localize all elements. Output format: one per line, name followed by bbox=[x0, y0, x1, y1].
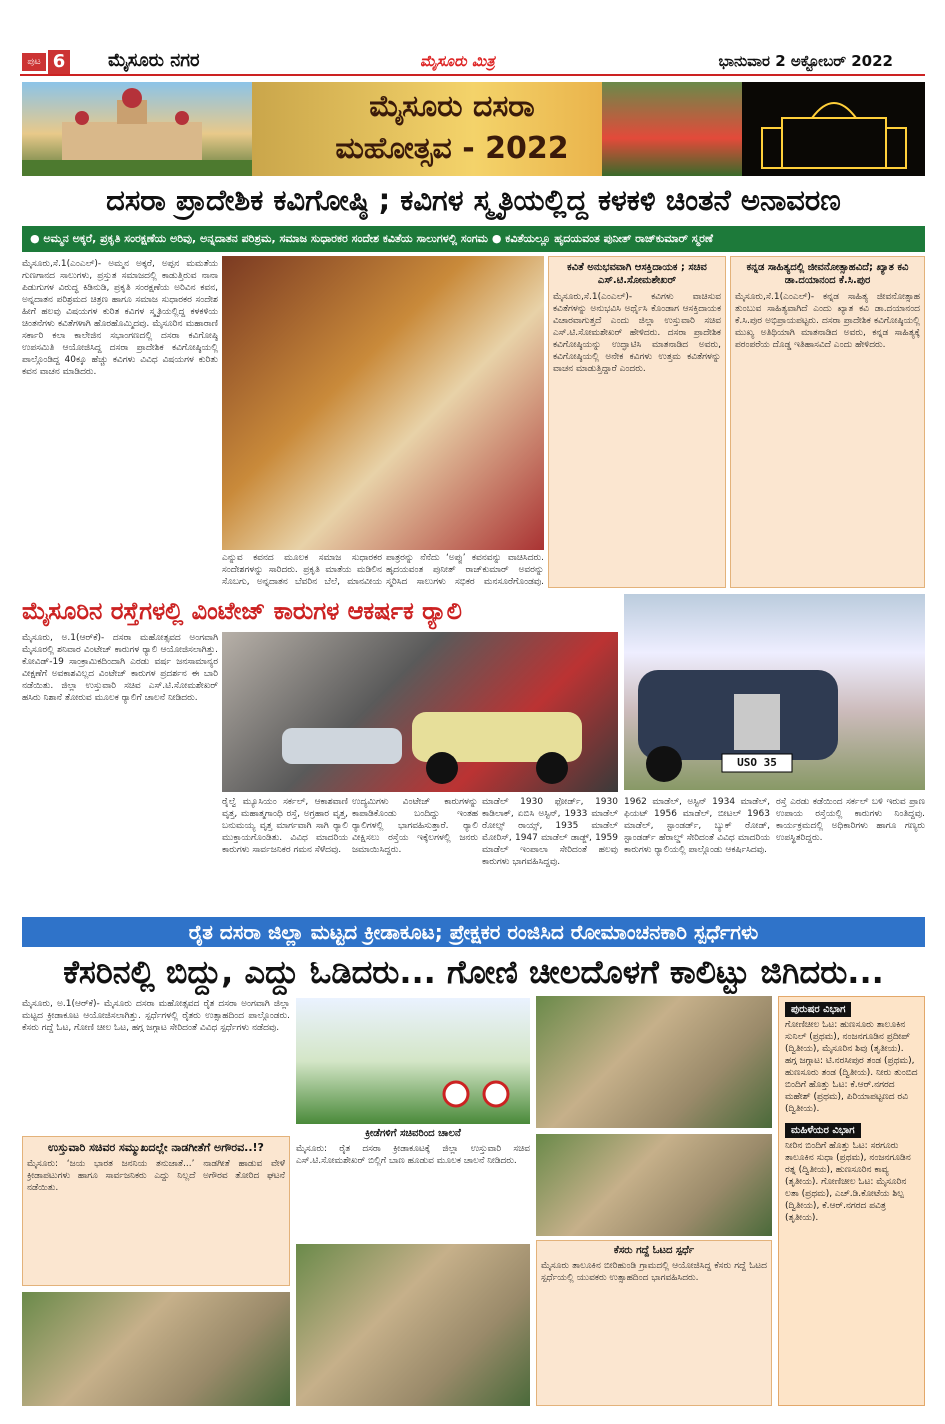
newspaper-name: ಮೈಸೂರು ಮಿತ್ರ bbox=[420, 52, 495, 70]
sack-race-photo-2 bbox=[296, 1244, 530, 1406]
men-section-heading: ಪುರುಷರ ವಿಭಾಗ bbox=[785, 1002, 851, 1017]
anthem-box-text: ಮೈಸೂರು: ‘ಜಯ ಭಾರತ ಜನನಿಯ ತನುಜಾತೆ...’ ನಾಡಗೀತೆ ಹಾಡುವ ವೇಳೆ ಕ್ರೀಡಾಪಟುಗಳು ಹಾಗೂ ಸಾರ್ವಜನಿಕರು ಎದ್ದು ನಿಲ್ಲದೆ ಅಗೌರವ ತೋರಿದ ಘಟನೆ ನಡೆಯಿತು. bbox=[27, 1159, 285, 1193]
page-number: 6 bbox=[46, 50, 70, 74]
poet-quote-box bbox=[730, 256, 925, 588]
story3-headline: ಕೆಸರಿನಲ್ಲಿ ಬಿದ್ದು, ಎದ್ದು ಓಡಿದರು... ಗೋಣಿ ಚೀಲದೊಳಗೆ ಕಾಲಿಟ್ಟು ಜಿಗಿದರು... bbox=[63, 953, 884, 991]
mud-race-box bbox=[536, 1240, 772, 1406]
mud-race-photo-1 bbox=[536, 996, 772, 1128]
story2-headline: ಮೈಸೂರಿನ ರಸ್ತೆಗಳಲ್ಲಿ ವಿಂಟೇಜ್ ಕಾರುಗಳ ಆಕರ್ಷಕ ರ್‍ಯಾಲಿ bbox=[22, 597, 462, 625]
page-number-badge bbox=[22, 50, 94, 74]
results-sidebar bbox=[778, 996, 925, 1406]
vintage-car-photo-2 bbox=[624, 594, 925, 790]
mud-race-text: ಮೈಸೂರು ತಾಲೂಕಿನ ಬೀರಿಹುಂಡಿ ಗ್ರಾಮದಲ್ಲಿ ಆಯೋಜಿಸಿದ್ದ ಕೆಸರು ಗದ್ದೆ ಓಟದ ಸ್ಪರ್ಧೆಯಲ್ಲಿ ಯುವಕರು ಉತ್ಸಾಹದಿಂದ ಭಾಗವಹಿಸಿದರು. bbox=[541, 1261, 767, 1283]
illuminated-palace-image bbox=[742, 82, 925, 176]
story2-column-2: ರೈಲ್ವೆ ಮ್ಯೂಸಿಯಂ ಸರ್ಕಲ್, ಆಕಾಶವಾಣಿ ವೃತ್ತ, ಮಹಾತ್ಮಗಾಂಧಿ ರಸ್ತೆ, ಅಗ್ರಹಾರ ವೃತ್ತ, ಬನುಮಯ್ಯ ವೃತ್ತ ಮಾರ್ಗವಾಗಿ ಸಾಗಿ ರ್‍ಯಾಲಿ ಮುಕ್ತಾಯಗೊಂಡಿತು. ವಿವಿಧ ಮಾದರಿಯ ಕಾರುಗಳು ಸಾರ್ವಜನಿಕರ ಗಮನ ಸೆಳೆದವು. bbox=[222, 797, 348, 855]
minister-quote-box bbox=[548, 256, 726, 588]
poet-quote-title: ಕನ್ನಡ ಸಾಹಿತ್ಯದಲ್ಲಿ ಜೀವನೋತ್ಸಾಹವಿದೆ; ಖ್ಯಾತ ಕವಿ ಡಾ.ದಯಾನಂದ ಕೆ.ಸಿ.ಪುರ bbox=[746, 262, 909, 286]
minister-caption-text: ಮೈಸೂರು: ರೈತ ದಸರಾ ಕ್ರೀಡಾಕೂಟಕ್ಕೆ ಜಿಲ್ಲಾ ಉಸ್ತುವಾರಿ ಸಚಿವ ಎಸ್.ಟಿ.ಸೋಮಶೇಖರ್ ಬಿಲ್ಲಿಗೆ ಬಾಣ ಹೂಡುವ ಮೂಲಕ ಚಾಲನೆ ನೀಡಿದರು. bbox=[296, 1144, 530, 1166]
story2-column-3: ಉದ್ಯಮಿಗಳು ವಿಂಟೇಜ್ ಕಾರುಗಳನ್ನು ಕಾಪಾಡಿಕೊಂಡು ಬಂದಿದ್ದು ಇಂತಹ ರ್‍ಯಾಲಿಗಳಲ್ಲಿ ಭಾಗವಹಿಸುತ್ತಾರೆ. ರ್‍ಯಾಲಿ ವೀಕ್ಷಿಸಲು ರಸ್ತೆಯ ಇಕ್ಕೆಲಗಳಲ್ಲಿ ಜನರು ಜಮಾಯಿಸಿದ್ದರು. bbox=[352, 797, 478, 855]
archery-photo bbox=[296, 998, 530, 1124]
story1-headline: ದಸರಾ ಪ್ರಾದೇಶಿಕ ಕವಿಗೋಷ್ಠಿ ; ಕವಿಗಳ ಸ್ಮೃತಿಯಲ್ಲಿದ್ದ ಕಳಕಳಿ ಚಿಂತನೆ ಅನಾವರಣ bbox=[106, 183, 841, 217]
story3-column-1: ಮೈಸೂರು, ಅ.1(ಆರ್‌ಕೆ)- ಮೈಸೂರು ದಸರಾ ಮಹೋತ್ಸವದ ರೈತ ದಸರಾ ಅಂಗವಾಗಿ ಜಿಲ್ಲಾ ಮಟ್ಟದ ಕ್ರೀಡಾಕೂಟ ಆಯೋಜಿಸಲಾಗಿತ್ತು. ಸ್ಪರ್ಧೆಗಳಲ್ಲಿ ರೈತರು ಉತ್ಸಾಹದಿಂದ ಪಾಲ್ಗೊಂಡರು. ಕೆಸರು ಗದ್ದೆ ಓಟ, ಗೋಣಿ ಚೀಲ ಓಟ, ಹಗ್ಗ ಜಗ್ಗಾಟ ಸೇರಿದಂತೆ ವಿವಿಧ ಸ್ಪರ್ಧೆಗಳು ನಡೆದವು. bbox=[22, 999, 290, 1033]
minister-caption-title: ಕ್ರೀಡೆಗಳಿಗೆ ಸಚಿವರಿಂದ ಚಾಲನೆ bbox=[365, 1128, 461, 1139]
banner-line-2: ಮಹೋತ್ಸವ - 2022 bbox=[335, 131, 569, 166]
minister-caption bbox=[296, 1128, 530, 1238]
story1-column-1: ಮೈಸೂರು,ಸೆ.1(ಎಂಎಲ್)- ಅಮ್ಮನ ಅಕ್ಕರೆ, ಅಪ್ಪನ ಮಮತೆಯ ಗುಣಗಾನದ ಸಾಲುಗಳು, ಪ್ರಸ್ತುತ ಸಮಾಜದಲ್ಲಿ ಕಾಡುತ್ತಿರುವ ನಾನಾ ಪಿಡುಗುಗಳ ವಿರುದ್ಧ ಕಿಡಿನುಡಿ, ಪ್ರಕೃತಿ ಸಂರಕ್ಷಣೆಯ ಅರಿವಿನ ಕವನ, ಅನ್ನದಾತನ ಪರಿಶ್ರಮದ ಚಿತ್ರಣ ಹಾಗೂ ಸಮಾಜ ಸುಧಾರಕರ ಸಂದೇಶ ಹೀಗೆ ಹಲವು ವಿಷಯಗಳ ಕುರಿತ ಕವಿಗಳ ಸ್ಮೃತಿಯಲ್ಲಿದ್ದ ಕಳಕಳಿಯ ಚಿಂತನೆಗಳು ಕವಿತೆಗಳಾಗಿ ಹೊರಹೊಮ್ಮಿದವು. ಮೈಸೂರಿನ ಮಹಾರಾಣಿ ಸರ್ಕಾರಿ ಕಲಾ ಕಾಲೇಜಿನ ಸಭಾಂಗಣದಲ್ಲಿ ದಸರಾ ಕವಿಗೋಷ್ಠಿ ಉಪಸಮಿತಿ ಆಯೋಜಿಸಿದ್ದ ದಸರಾ ಪ್ರಾದೇಶಿಕ ಕವಿಗೋಷ್ಠಿಯಲ್ಲಿ ಪಾಲ್ಗೊಂಡಿದ್ದ 40ಕ್ಕೂ ಹೆಚ್ಚು ಕವಿಗಳು ವಿವಿಧ ವಿಷಯಗಳ ಕುರಿತು ಕವನ ವಾಚನ ಮಾಡಿದರು. bbox=[22, 259, 218, 377]
story2-column-4: ಮಾಡೆಲ್ 1930 ಫೋರ್ಡ್, 1930 ಕಾಡಿಲಾಕ್, ಏಬಿಸಿ ಅಸ್ಟಿನ್, 1933 ಮಾಡೆಲ್ ರೋಲ್ಸ್ ರಾಯ್ಸ್, 1935 ಮಾಡೆಲ್ ಮೋರಿಸ್, 1947 ಮಾಡೆಲ್ ಡಾಡ್ಜ್, 1959 ಮಾಡೆಲ್ ಇಂಪಾಲಾ ಸೇರಿದಂತೆ ಹಲವು ಕಾರುಗಳು ಭಾಗವಹಿಸಿದ್ದವು. bbox=[482, 797, 618, 867]
lights-icon bbox=[742, 82, 925, 176]
dasara-banner bbox=[22, 82, 925, 176]
story2-column-1: ಮೈಸೂರು, ಅ.1(ಆರ್‌ಕೆ)- ದಸರಾ ಮಹೋತ್ಸವದ ಅಂಗವಾಗಿ ಮೈಸೂರಲ್ಲಿ ಶನಿವಾರ ವಿಂಟೇಜ್ ಕಾರುಗಳ ರ್‍ಯಾಲಿ ಆಯೋಜಿಸಲಾಗಿತ್ತು. ಕೋವಿಡ್-19 ಸಾಂಕ್ರಾಮಿಕದಿಂದಾಗಿ ಎರಡು ವರ್ಷ ಜನಸಾಮಾನ್ಯರ ವೀಕ್ಷಣೆಗೆ ಅವಕಾಶವಿಲ್ಲದ ವಿಂಟೇಜ್ ಕಾರುಗಳ ಪ್ರದರ್ಶನ ಈ ಬಾರಿ ನಡೆಯಿತು. ಜಿಲ್ಲಾ ಉಸ್ತುವಾರಿ ಸಚಿವ ಎಸ್.ಟಿ.ಸೋಮಶೇಖರ್ ಹಸಿರು ನಿಶಾನೆ ತೋರುವ ಮೂಲಕ ರ್‍ಯಾಲಿಗೆ ಚಾಲನೆ ನೀಡಿದರು. bbox=[22, 633, 218, 703]
poet-quote-text: ಮೈಸೂರು,ಸೆ.1(ಎಂಎಲ್)- ಕನ್ನಡ ಸಾಹಿತ್ಯ ಜೀವನೋತ್ಸಾಹ ತುಂಬುವ ಸಾಹಿತ್ಯವಾಗಿದೆ ಎಂದು ಖ್ಯಾತ ಕವಿ ಡಾ.ದಯಾನಂದ ಕೆ.ಸಿ.ಪುರ ಅಭಿಪ್ರಾಯಪಟ್ಟರು. ದಸರಾ ಪ್ರಾದೇಶಿಕ ಕವಿಗೋಷ್ಠಿಯಲ್ಲಿ ಮುಖ್ಯ ಅತಿಥಿಯಾಗಿ ಮಾತನಾಡಿದ ಅವರು, ಕನ್ನಡ ಸಾಹಿತ್ಯಕ್ಕೆ ಪರಂಪರೆಯ ದೊಡ್ಡ ಇತಿಹಾಸವಿದೆ ಎಂದು ಹೇಳಿದರು. bbox=[735, 292, 920, 350]
issue-date: ಭಾನುವಾರ 2 ಅಕ್ಟೋಬರ್ 2022 bbox=[718, 52, 893, 70]
poets-meet-photo bbox=[222, 256, 544, 550]
women-results: ನೀರಿನ ಬಿಂದಿಗೆ ಹೊತ್ತು ಓಟ: ಸರಗೂರು ತಾಲೂಕಿನ ಸುಧಾ (ಪ್ರಥಮ), ನಂಜನಗೂಡಿನ ರತ್ನ (ದ್ವಿತೀಯ), ಹುಣಸೂರಿನ ಕಾವ್ಯ (ತೃತೀಯ). ಗೋಣಿಚೀಲ ಓಟ: ಮೈಸೂರಿನ ಲತಾ (ಪ್ರಥಮ), ಎಚ್.ಡಿ.ಕೋಟೆಯ ಶಿಲ್ಪ (ದ್ವಿತೀಯ), ಕೆ.ಆರ್.ನಗರದ ಪವಿತ್ರ (ತೃತೀಯ). bbox=[785, 1141, 911, 1223]
anthem-box-title: ಉಸ್ತುವಾರಿ ಸಚಿವರ ಸಮ್ಮುಖದಲ್ಲೇ ನಾಡಗೀತೆಗೆ ಅಗೌರವ..!? bbox=[48, 1141, 264, 1154]
car-icon bbox=[222, 632, 618, 792]
story1-column-3: ಪಾತ್ರರನ್ನು ನೆನೆದು ‘ಅಪ್ಪು’ ಕವನವನ್ನು ವಾಚಿಸಿದರು. ಹೃದಯವಂತ ಪುನೀತ್ ರಾಜ್‌ಕುಮಾರ್ ಅವರನ್ನು ಸ್ಮರಿಸಿದ ಸಾಲುಗಳು ಸಭಿಕರ ಮನಸೂರೆಗೊಂಡವು. bbox=[386, 553, 544, 587]
palace-icon bbox=[22, 82, 252, 176]
target-icon bbox=[296, 998, 530, 1124]
story1-column-2: ಎನ್ನುವ ಕವನದ ಮೂಲಕ ಸಮಾಜ ಸುಧಾರಕರ ಸಂದೇಶಗಳನ್ನು ಸಾರಿದರು. ಪ್ರಕೃತಿ ಮಾತೆಯ ಮಡಿಲಿನ ಸೊಬಗು, ಅನ್ನದಾತನ ಬೆವರಿನ ಬೆಲೆ, ಮಾನವೀಯ bbox=[222, 553, 382, 587]
page-label: ಪುಟ bbox=[22, 53, 46, 71]
banner-title bbox=[282, 86, 622, 170]
section-title: ಮೈಸೂರು ನಗರ bbox=[108, 50, 200, 71]
banner-line-1: ಮೈಸೂರು ದಸರಾ bbox=[369, 89, 535, 124]
minister-quote-text: ಮೈಸೂರು,ಸೆ.1(ಎಂಎಲ್)- ಕವಿಗಳು ವಾಚಿಸುವ ಕವಿತೆಗಳನ್ನು ಅನುಭವಿಸಿ ಅರ್ಥೈಸಿ ಕೊಂಡಾಗ ಆಸಕ್ತಿದಾಯಕ ವಿಚಾರವಾಗುತ್ತದೆ ಎಂದು ಜಿಲ್ಲಾ ಉಸ್ತುವಾರಿ ಸಚಿವ ಎಸ್.ಟಿ.ಸೋಮಶೇಖರ್ ಹೇಳಿದರು. ದಸರಾ ಪ್ರಾದೇಶಿಕ ಕವಿಗೋಷ್ಠಿಯನ್ನು ಉದ್ಘಾಟಿಸಿ ಮಾತನಾಡಿದ ಅವರು, ಕವಿಗೋಷ್ಠಿಯಲ್ಲಿ ಅನೇಕ ಕವಿಗಳು ಉತ್ತಮ ಕವಿತೆಗಳನ್ನು ವಾಚನ ಮಾಡುತ್ತಿದ್ದಾರೆ ಎಂದರು. bbox=[553, 292, 721, 374]
men-results: ಗೋಣಿಚೀಲ ಓಟ: ಹುಣಸೂರು ತಾಲೂಕಿನ ಸುನಿಲ್ (ಪ್ರಥಮ), ನಂಜನಗೂಡಿನ ಪ್ರದೀಪ್ (ದ್ವಿತೀಯ), ಮೈಸೂರಿನ ಶಿವು (ತೃತೀಯ). ಹಗ್ಗ ಜಗ್ಗಾಟ: ಟಿ.ನರಸೀಪುರ ತಂಡ (ಪ್ರಥಮ), ಹುಣಸೂರು ತಂಡ (ದ್ವಿತೀಯ). ನೀರು ತುಂಬಿದ ಬಿಂದಿಗೆ ಹೊತ್ತು ಓಟ: ಕೆ.ಆರ್.ನಗರದ ಮಹೇಶ್ (ಪ್ರಥಮ), ಪಿರಿಯಾಪಟ್ಟಣದ ರವಿ (ದ್ವಿತೀಯ). bbox=[785, 1020, 918, 1114]
story1-strap: ● ಅಮ್ಮನ ಅಕ್ಕರೆ, ಪ್ರಕೃತಿ ಸಂರಕ್ಷಣೆಯ ಅರಿವು, ಅನ್ನದಾತನ ಪರಿಶ್ರಮ, ಸಮಾಜ ಸುಧಾರಕರ ಸಂದೇಶ ಕವಿತೆಯ ಸಾಲುಗಳಲ್ಲಿ ಸಂಗಮ ● ಕವಿತೆಯಲ್ಲೂ ಹೃದಯವಂತ ಪುನೀತ್ ರಾಜ್‌ಕುಮಾರ್ ಸ್ಮರಣೆ bbox=[22, 226, 925, 252]
mud-race-photo-2 bbox=[536, 1134, 772, 1236]
palace-image bbox=[22, 82, 252, 176]
women-section-heading: ಮಹಿಳೆಯರ ವಿಭಾಗ bbox=[785, 1123, 861, 1138]
vintage-car-photo-1 bbox=[222, 632, 618, 792]
mud-race-title: ಕೆಸರು ಗದ್ದೆ ಓಟದ ಸ್ಪರ್ಧೆ bbox=[613, 1245, 695, 1256]
story2-column-6: ರಸ್ತೆ ಎರಡು ಕಡೆಯಿಂದ ಸರ್ಕಲ್ ಬಳಿ ಇರುವ ಪ್ರಾಣ ಉಪಾಯ ರಸ್ತೆಯಲ್ಲಿ ಕಾರುಗಳು ನಿಂತಿದ್ದವು. ಕಾರ್ಯಕ್ರಮದಲ್ಲಿ ಅಧಿಕಾರಿಗಳು ಹಾಗೂ ಗಣ್ಯರು ಉಪಸ್ಥಿತರಿದ್ದರು. bbox=[776, 797, 925, 843]
sack-race-photo bbox=[22, 1292, 290, 1406]
story3-band: ರೈತ ದಸರಾ ಜಿಲ್ಲಾ ಮಟ್ಟದ ಕ್ರೀಡಾಕೂಟ; ಪ್ರೇಕ್ಷಕರ ರಂಜಿಸಿದ ರೋಮಾಂಚನಕಾರಿ ಸ್ಪರ್ಧೆಗಳು bbox=[22, 917, 925, 947]
minister-quote-title: ಕವಿತೆ ಅನುಭವವಾಗಿ ಆಸಕ್ತಿದಾಯಕ ; ಸಚಿವ ಎಸ್.ಟಿ.ಸೋಮಶೇಖರ್ bbox=[567, 262, 707, 286]
story2-column-5: 1962 ಮಾಡೆಲ್, ಅಸ್ಟಿನ್ 1934 ಮಾಡೆಲ್, ಫಿಯಟ್ 1956 ಮಾಡೆಲ್, ಬೀಟಲ್ 1963 ಮಾಡೆಲ್, ಸ್ಟಾಂಡರ್ಡ್, ಬ್ಯುಕ್ ರೋಡ್, ಸ್ಟಾಂಡರ್ಡ್ ಹೆರಾಲ್ಡ್ ಸೇರಿದಂತೆ ವಿವಿಧ ಮಾದರಿಯ ಕಾರುಗಳು ರ್‍ಯಾಲಿಯಲ್ಲಿ ಪಾಲ್ಗೊಂಡು ಆಕರ್ಷಿಸಿದವು. bbox=[624, 797, 770, 855]
license-plate: USO 35 bbox=[737, 756, 777, 769]
anthem-box bbox=[22, 1136, 290, 1286]
flower-show-image bbox=[602, 82, 742, 176]
